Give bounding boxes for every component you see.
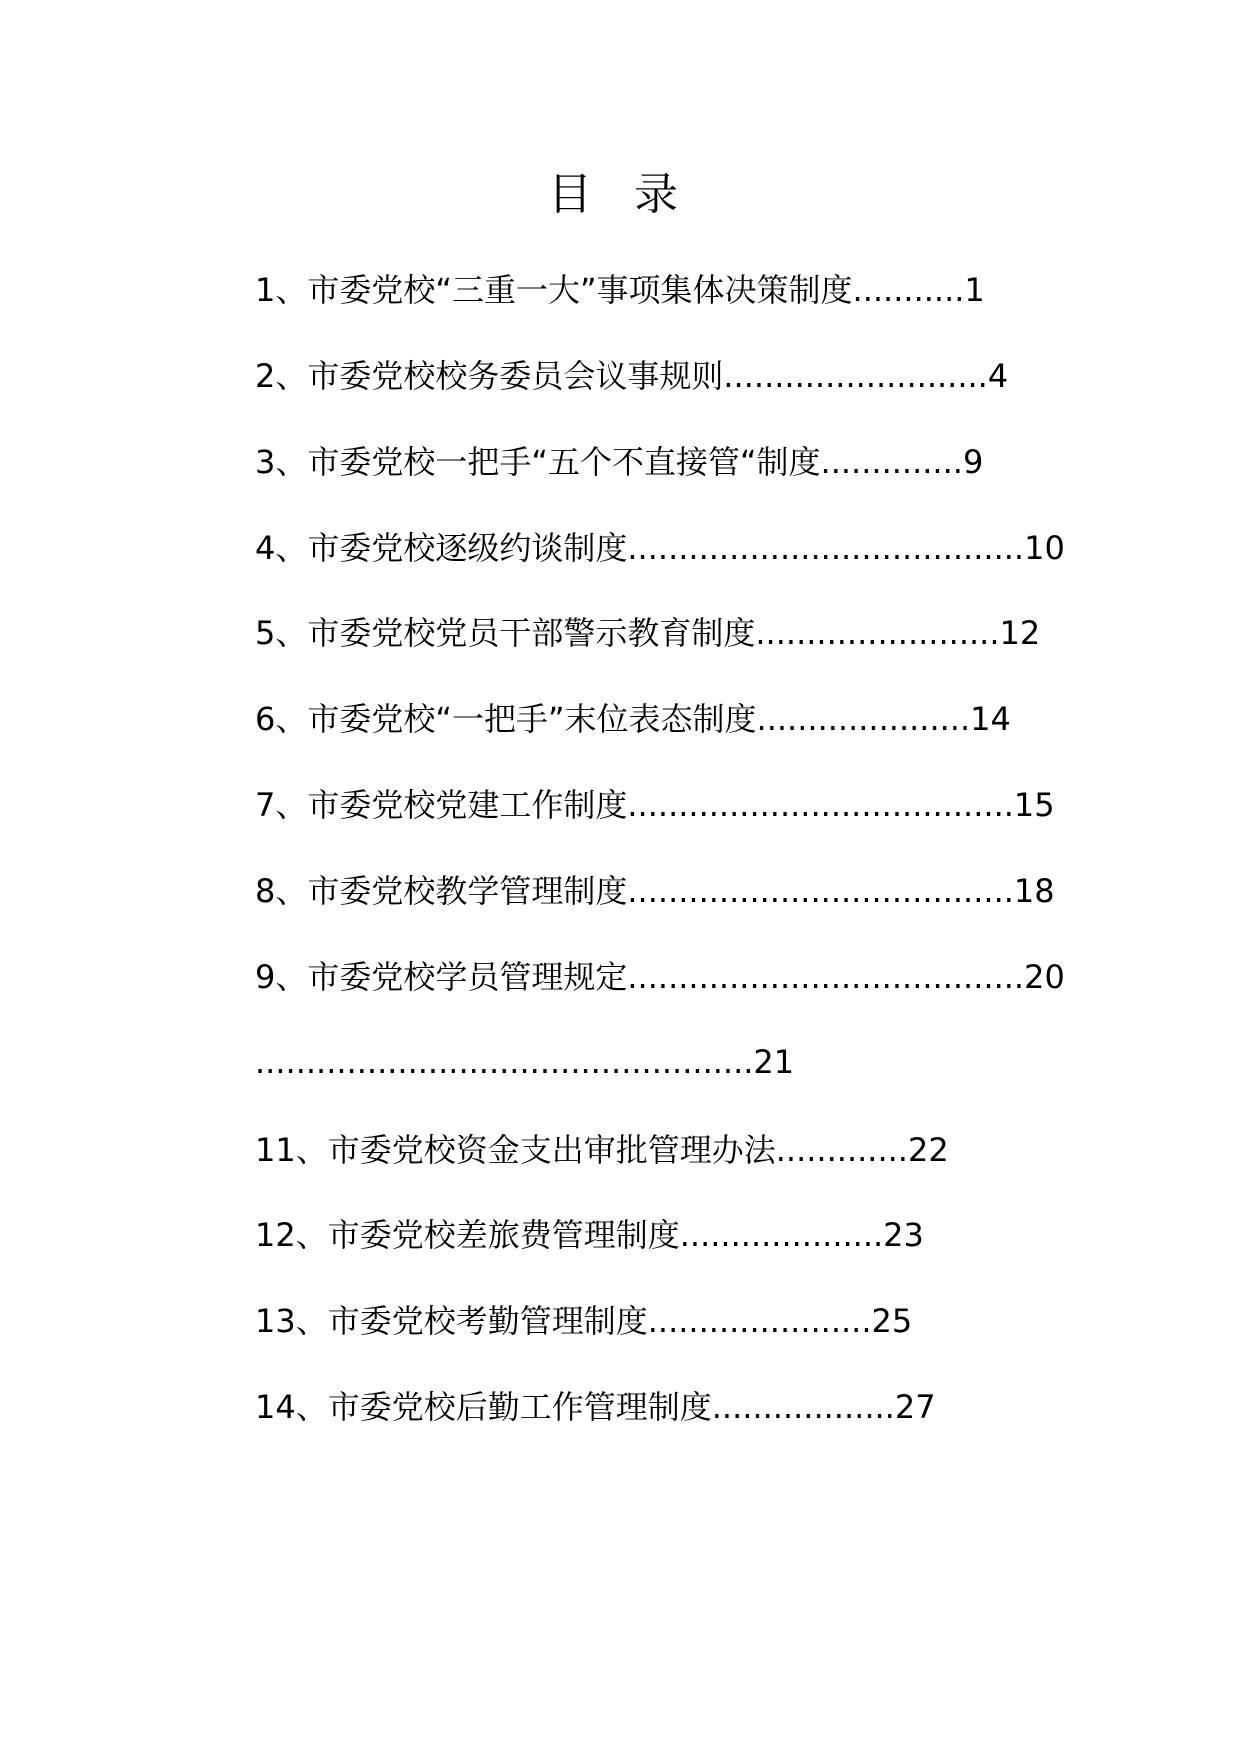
toc-entry-text: 4、市委党校逐级约谈制度 bbox=[255, 529, 628, 567]
toc-entry[interactable] bbox=[255, 1385, 936, 1429]
toc-entry-text: 12、市委党校差旅费管理制度 bbox=[255, 1216, 680, 1254]
toc-entry-leader: .................. bbox=[711, 1388, 895, 1426]
toc-entry[interactable] bbox=[255, 697, 1011, 741]
toc-entry-page: 23 bbox=[883, 1216, 924, 1254]
toc-entry[interactable] bbox=[255, 611, 1040, 655]
toc-entry-page: 12 bbox=[999, 614, 1041, 652]
toc-entry-leader: .................... bbox=[679, 1216, 884, 1254]
toc-entry-page: 20 bbox=[1024, 958, 1065, 996]
toc-entry[interactable] bbox=[255, 268, 985, 312]
toc-entry-text: 14、市委党校后勤工作管理制度 bbox=[255, 1388, 712, 1426]
toc-entry-text: 5、市委党校党员干部警示教育制度 bbox=[255, 614, 756, 652]
toc-entry-leader: ....................................... bbox=[627, 958, 1025, 996]
toc-entry[interactable] bbox=[255, 869, 1055, 913]
toc-entry-page: 15 bbox=[1013, 786, 1055, 824]
toc-title: 目 录 bbox=[548, 169, 692, 220]
toc-entry-page: 4 bbox=[987, 357, 1009, 395]
toc-entry-leader: ................................................. bbox=[255, 1043, 754, 1081]
toc-entry-text: 1、市委党校“三重一大”事项集体决策制度 bbox=[255, 271, 853, 309]
toc-entry[interactable] bbox=[255, 1213, 924, 1257]
toc-entry-leader: .............. bbox=[820, 443, 963, 481]
toc-entry-page: 14 bbox=[970, 700, 1011, 738]
toc-entry-page: 22 bbox=[907, 1131, 949, 1169]
toc-entry[interactable] bbox=[255, 440, 983, 484]
toc-entry[interactable] bbox=[255, 354, 1008, 398]
toc-entry-leader: ..................... bbox=[756, 700, 971, 738]
toc-entry-leader: ...................... bbox=[647, 1302, 872, 1340]
toc-entry-leader: ........................ bbox=[755, 614, 1000, 652]
toc-entry[interactable] bbox=[255, 783, 1055, 827]
toc-entry[interactable] bbox=[255, 526, 1065, 570]
toc-entry-leader: ....................................... bbox=[627, 529, 1025, 567]
toc-entry-leader: ...................................... bbox=[627, 872, 1014, 910]
toc-entry-page: 21 bbox=[753, 1043, 795, 1081]
toc-entry-text: 3、市委党校一把手“五个不直接管“制度 bbox=[255, 443, 821, 481]
toc-entry[interactable] bbox=[255, 1128, 949, 1172]
toc-entry-leader: ........... bbox=[852, 271, 965, 309]
toc-entry-page: 9 bbox=[962, 443, 984, 481]
toc-entry-page: 1 bbox=[964, 271, 985, 309]
toc-entry-page: 10 bbox=[1024, 529, 1065, 567]
toc-entry-text: 11、市委党校资金支出审批管理办法 bbox=[255, 1131, 776, 1169]
toc-entry-text: 2、市委党校校务委员会议事规则 bbox=[255, 357, 724, 395]
toc-entry[interactable] bbox=[255, 955, 1065, 999]
toc-entry-text: 6、市委党校“一把手”末位表态制度 bbox=[255, 700, 757, 738]
toc-entry-page: 27 bbox=[894, 1388, 936, 1426]
toc-entry-leader: ............. bbox=[775, 1131, 908, 1169]
toc-entry-leader: ...................................... bbox=[627, 786, 1014, 824]
toc-entry-leader: .......................... bbox=[723, 357, 988, 395]
toc-entry-page: 25 bbox=[871, 1302, 913, 1340]
toc-entry-page: 18 bbox=[1013, 872, 1055, 910]
toc-entry-text: 8、市委党校教学管理制度 bbox=[255, 872, 628, 910]
toc-entry-text: 7、市委党校党建工作制度 bbox=[255, 786, 628, 824]
toc-entry-text: 13、市委党校考勤管理制度 bbox=[255, 1302, 648, 1340]
toc-entry-text: 9、市委党校学员管理规定 bbox=[255, 958, 628, 996]
toc-entry[interactable] bbox=[255, 1040, 794, 1084]
toc-entry[interactable] bbox=[255, 1299, 912, 1343]
